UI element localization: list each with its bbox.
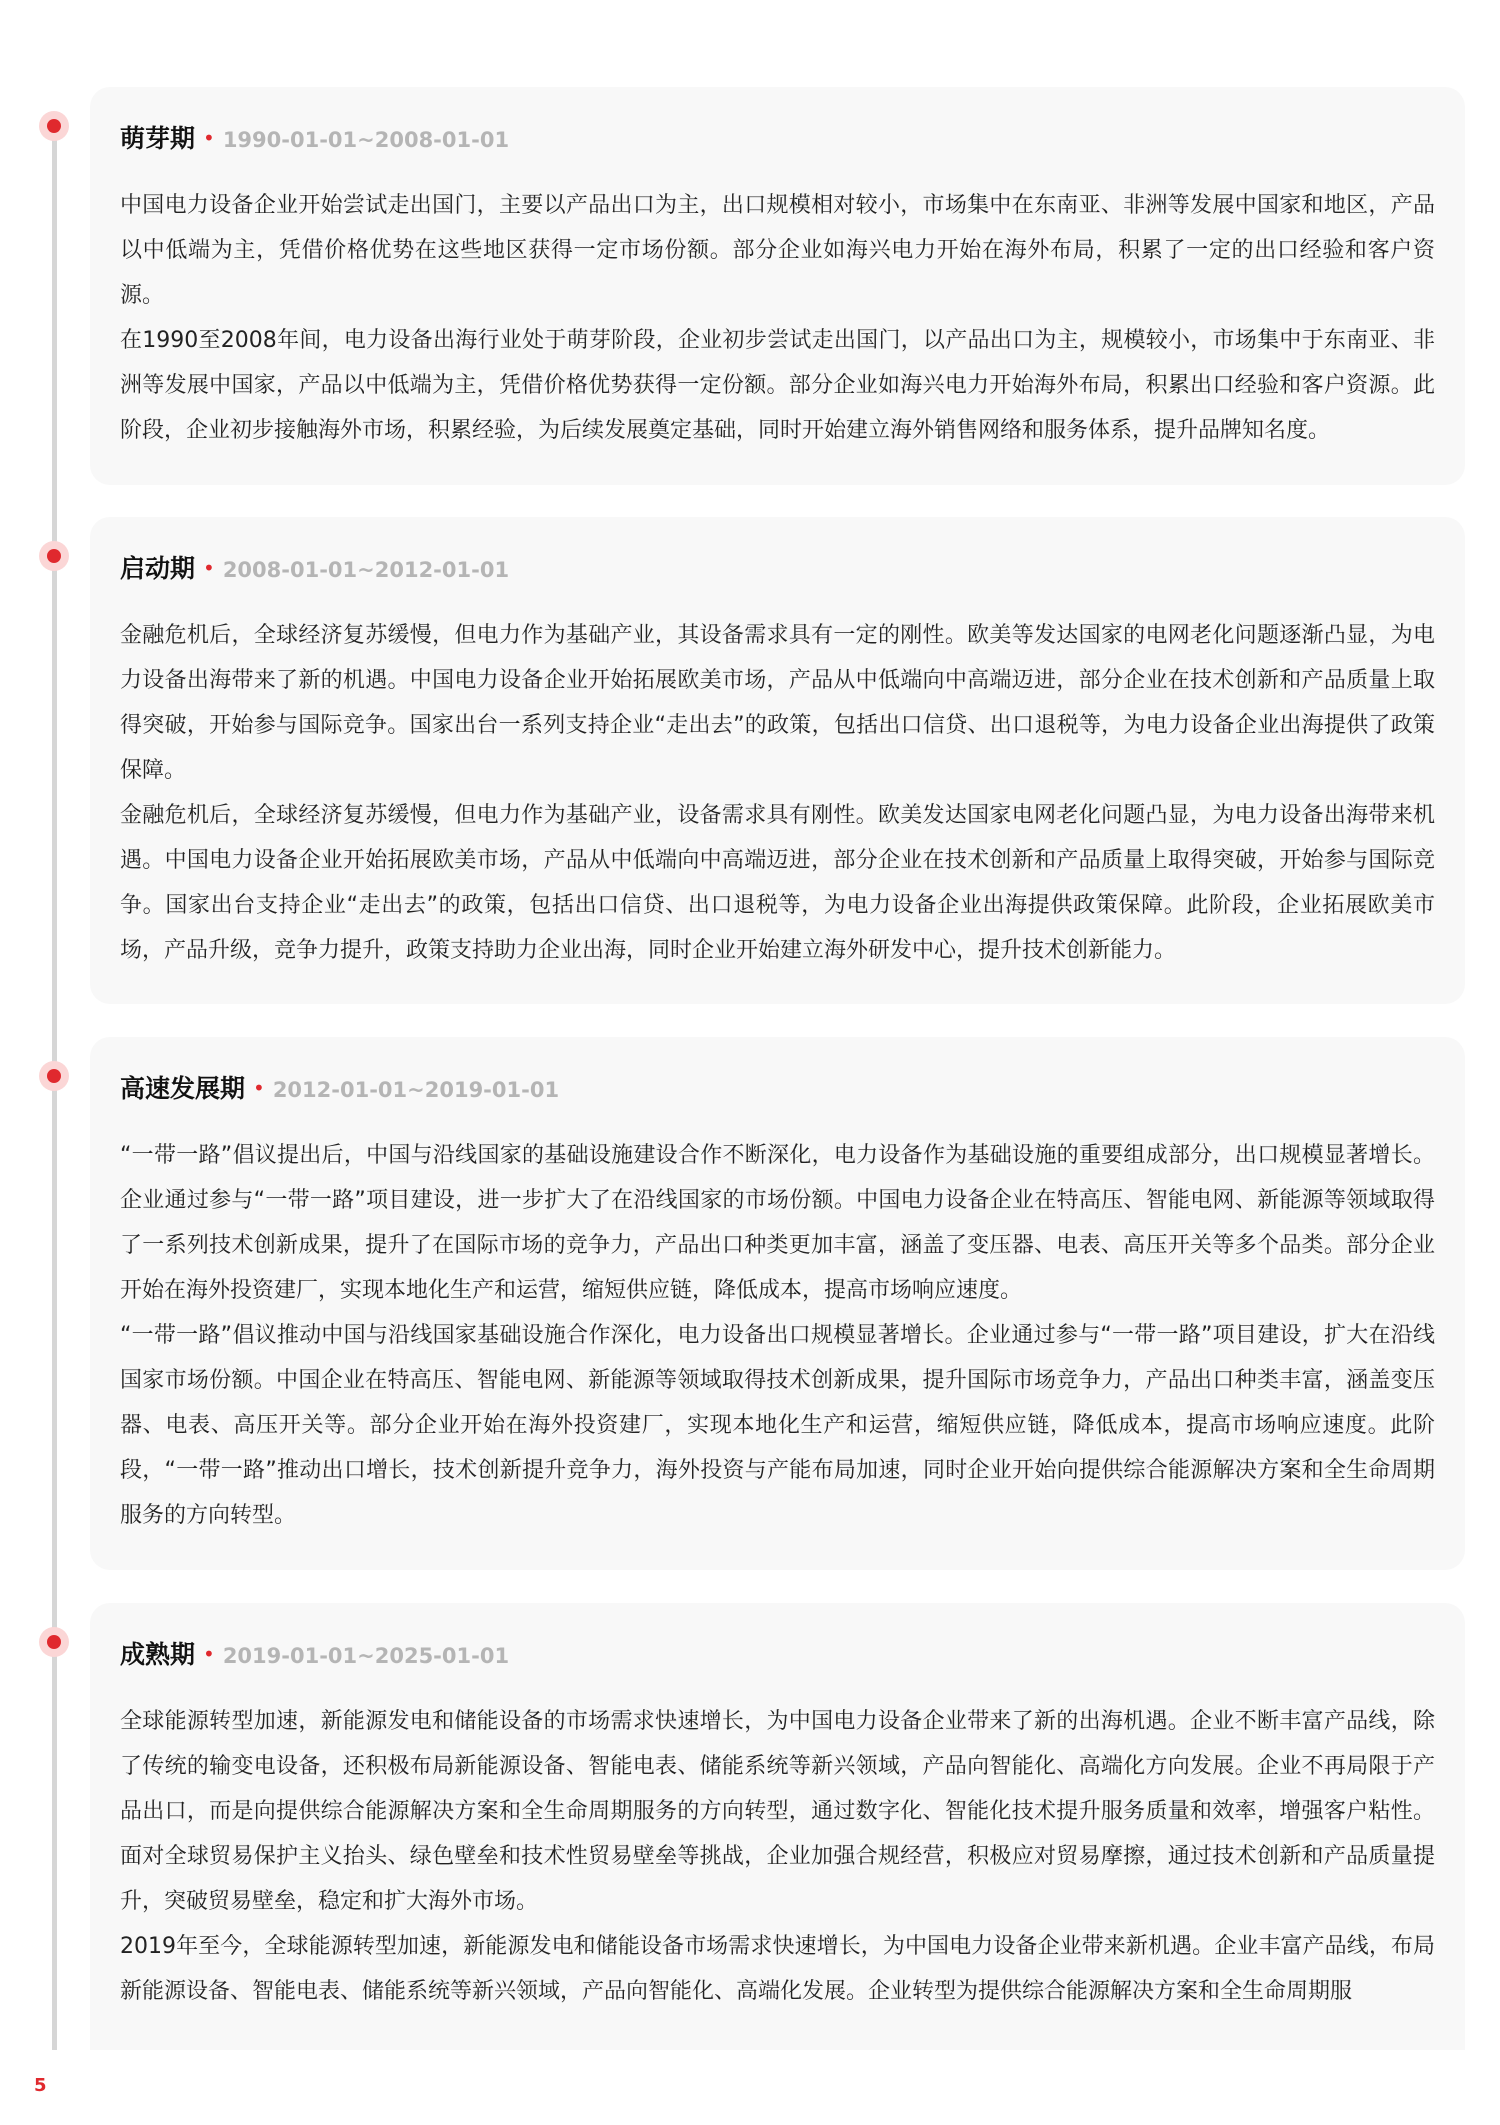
stage-card bbox=[90, 1037, 1465, 1570]
stage-body bbox=[120, 183, 1435, 453]
stage-card bbox=[90, 1603, 1465, 2050]
timeline-dot bbox=[39, 1061, 69, 1091]
bullet-separator: • bbox=[203, 126, 215, 150]
stage-paragraph: 金融危机后，全球经济复苏缓慢，但电力作为基础产业，其设备需求具有一定的刚性。欧美等发达国家的电网老化问题逐渐凸显，为电力设备出海带来了新的机遇。中国电力设备企业开始拓展欧美市场，产品从中低端向中高端迈进，部分企业在技术创新和产品质量上取得突破，开始参与国际竞争。国家出台一系列支持企业“走出去”的政策，包括出口信贷、出口退税等，为电力设备企业出海提供了政策保障。 bbox=[120, 623, 1435, 783]
stage-title: 成熟期 bbox=[120, 1640, 196, 1669]
stage-card bbox=[90, 87, 1465, 485]
stage-date-range: 2012-01-01~2019-01-01 bbox=[272, 1078, 560, 1102]
timeline-dot bbox=[39, 111, 69, 141]
stage-body bbox=[120, 1133, 1435, 1538]
stage-title: 启动期 bbox=[120, 554, 196, 583]
stage-date-range: 2008-01-01~2012-01-01 bbox=[222, 558, 510, 582]
stage-body bbox=[120, 1699, 1435, 2014]
timeline-dot bbox=[39, 541, 69, 571]
stage-paragraph: “一带一路”倡议提出后，中国与沿线国家的基础设施建设合作不断深化，电力设备作为基础设施的重要组成部分，出口规模显著增长。企业通过参与“一带一路”项目建设，进一步扩大了在沿线国家的市场份额。中国电力设备企业在特高压、智能电网、新能源等领域取得了一系列技术创新成果，提升了在国际市场的竞争力，产品出口种类更加丰富，涵盖了变压器、电表、高压开关等多个品类。部分企业开始在海外投资建厂，实现本地化生产和运营，缩短供应链，降低成本，提高市场响应速度。 bbox=[120, 1143, 1435, 1303]
timeline-dot bbox=[39, 1627, 69, 1657]
stage-paragraph: 在1990至2008年间，电力设备出海行业处于萌芽阶段，企业初步尝试走出国门，以产品出口为主，规模较小，市场集中于东南亚、非洲等发展中国家，产品以中低端为主，凭借价格优势获得一定份额。部分企业如海兴电力开始海外布局，积累出口经验和客户资源。此阶段，企业初步接触海外市场，积累经验，为后续发展奠定基础，同时开始建立海外销售网络和服务体系，提升品牌知名度。 bbox=[120, 328, 1435, 443]
stage-card bbox=[90, 517, 1465, 1004]
stage-date-range: 2019-01-01~2025-01-01 bbox=[222, 1644, 510, 1668]
stage-date-range: 1990-01-01~2008-01-01 bbox=[222, 128, 510, 152]
stage-header bbox=[120, 549, 509, 589]
bullet-separator: • bbox=[203, 556, 215, 580]
stage-body bbox=[120, 613, 1435, 973]
stage-paragraph: 金融危机后，全球经济复苏缓慢，但电力作为基础产业，设备需求具有刚性。欧美发达国家电网老化问题凸显，为电力设备出海带来机遇。中国电力设备企业开始拓展欧美市场，产品从中低端向中高端迈进，部分企业在技术创新和产品质量上取得突破，开始参与国际竞争。国家出台支持企业“走出去”的政策，包括出口信贷、出口退税等，为电力设备企业出海提供政策保障。此阶段，企业拓展欧美市场，产品升级，竞争力提升，政策支持助力企业出海，同时企业开始建立海外研发中心，提升技术创新能力。 bbox=[120, 803, 1435, 963]
page-number: 5 bbox=[34, 2075, 47, 2096]
stage-paragraph: 2019年至今，全球能源转型加速，新能源发电和储能设备市场需求快速增长，为中国电力设备企业带来新机遇。企业丰富产品线，布局新能源设备、智能电表、储能系统等新兴领域，产品向智能化、高端化发展。企业转型为提供综合能源解决方案和全生命周期服 bbox=[120, 1934, 1435, 2004]
stage-header bbox=[120, 119, 509, 159]
stage-title: 高速发展期 bbox=[120, 1074, 246, 1103]
stage-paragraph: 中国电力设备企业开始尝试走出国门，主要以产品出口为主，出口规模相对较小，市场集中在东南亚、非洲等发展中国家和地区，产品以中低端为主，凭借价格优势在这些地区获得一定市场份额。部分企业如海兴电力开始在海外布局，积累了一定的出口经验和客户资源。 bbox=[120, 193, 1435, 308]
bullet-separator: • bbox=[203, 1642, 215, 1666]
stage-paragraph: 全球能源转型加速，新能源发电和储能设备的市场需求快速增长，为中国电力设备企业带来了新的出海机遇。企业不断丰富产品线，除了传统的输变电设备，还积极布局新能源设备、智能电表、储能系统等新兴领域，产品向智能化、高端化方向发展。企业不再局限于产品出口，而是向提供综合能源解决方案和全生命周期服务的方向转型，通过数字化、智能化技术提升服务质量和效率，增强客户粘性。面对全球贸易保护主义抬头、绿色壁垒和技术性贸易壁垒等挑战，企业加强合规经营，积极应对贸易摩擦，通过技术创新和产品质量提升，突破贸易壁垒，稳定和扩大海外市场。 bbox=[120, 1709, 1435, 1914]
stage-header bbox=[120, 1069, 559, 1109]
stage-paragraph: “一带一路”倡议推动中国与沿线国家基础设施合作深化，电力设备出口规模显著增长。企业通过参与“一带一路”项目建设，扩大在沿线国家市场份额。中国企业在特高压、智能电网、新能源等领域取得技术创新成果，提升国际市场竞争力，产品出口种类丰富，涵盖变压器、电表、高压开关等。部分企业开始在海外投资建厂，实现本地化生产和运营，缩短供应链，降低成本，提高市场响应速度。此阶段，“一带一路”推动出口增长，技术创新提升竞争力，海外投资与产能布局加速，同时企业开始向提供综合能源解决方案和全生命周期服务的方向转型。 bbox=[120, 1323, 1435, 1528]
stage-header bbox=[120, 1635, 509, 1675]
bullet-separator: • bbox=[253, 1076, 265, 1100]
stage-title: 萌芽期 bbox=[120, 124, 196, 153]
